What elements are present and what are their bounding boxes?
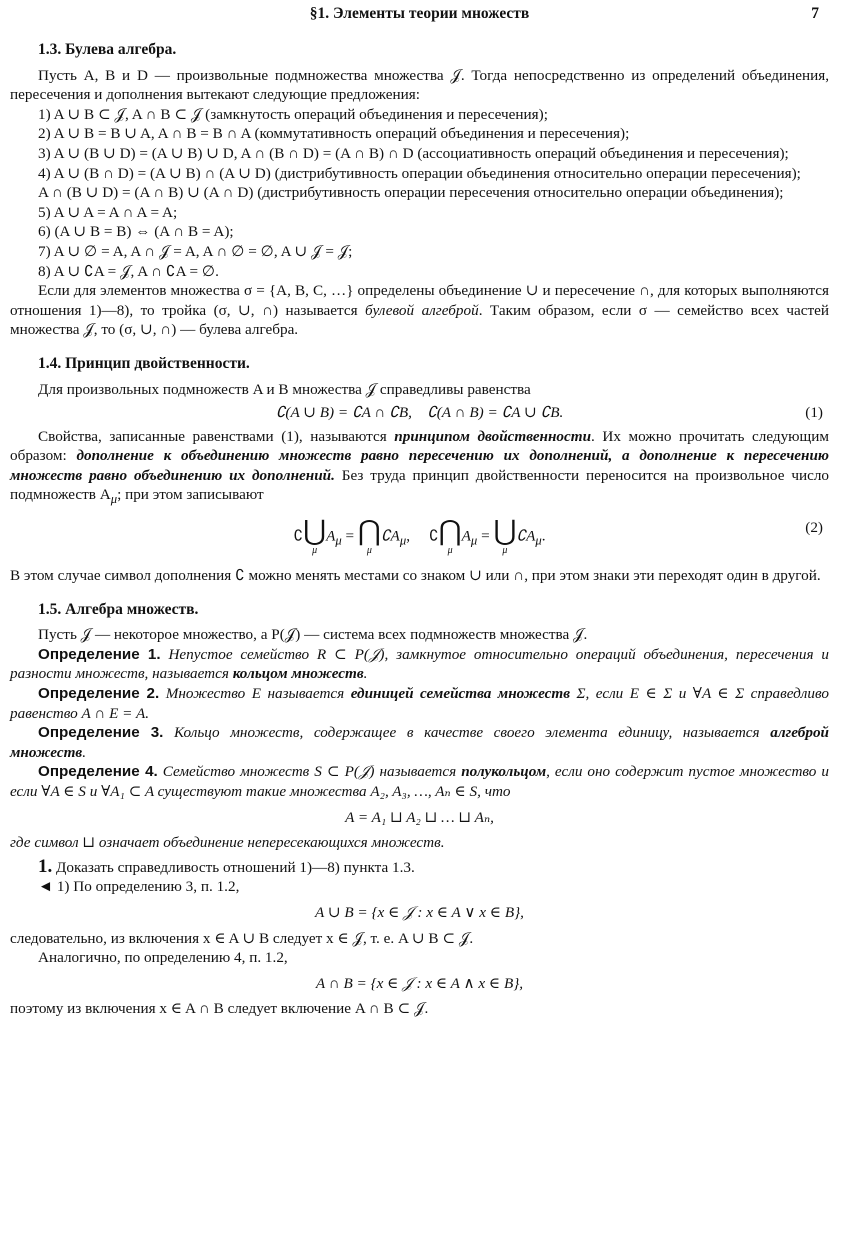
equation-2-number: (2): [805, 519, 823, 537]
big-union-symbol: ⋃: [303, 516, 327, 548]
section-title-1-3: 1.3. Булева алгебра.: [38, 41, 177, 58]
section-title-1-4: 1.4. Принцип двойственности.: [38, 354, 250, 372]
term-boolean-algebra: булевой алгеброй: [365, 301, 479, 319]
problem-statement: Доказать справедливость отношений 1)—8) пункта 1.3.: [52, 858, 415, 876]
proof-line-1: ◄ 1) По определению 3, п. 1.2,: [38, 878, 240, 896]
definition-4: [10, 762, 829, 801]
separator: , ∁: [406, 527, 439, 545]
text-run: Непустое семейство R ⊂ P(𝒥), замкнутое относительно операций объединения, пересечения и разности множеств, называется: [10, 645, 829, 683]
list-item-7: 7) A ∪ ∅ = A, A ∩ 𝒥 = A, A ∩ ∅ = ∅, A ∪ 𝒥 = 𝒥;: [38, 242, 353, 260]
paragraph-intro: Пусть A, B и D — произвольные подмножества множества 𝒥. Тогда непосредственно из определений объединения, пересечения и дополнения вытекают следующие предложения:: [10, 66, 829, 104]
paragraph-boolean-algebra: [10, 281, 829, 340]
list-item-2: 2) A ∪ B = B ∪ A, A ∩ B = B ∩ A (коммутативность операций объединения и пересечения);: [38, 125, 630, 143]
running-header: [10, 2, 829, 26]
paragraph-duality-principle: [10, 427, 829, 510]
header-title: §1. Элементы теории множеств: [309, 5, 530, 22]
subscript: μ: [110, 492, 118, 507]
text-run: .: [82, 743, 86, 761]
text-run: Без труда принцип двойственности переносится на произвольное число подмножеств A: [10, 466, 829, 504]
list-item-5: 5) A ∪ A = A ∩ A = A;: [38, 203, 178, 221]
equation-intersection-def: A ∩ B = {x ∈ 𝒥 : x ∈ A ∧ x ∈ B},: [315, 974, 524, 992]
subscript: μ: [535, 533, 542, 548]
paragraph-set-algebra-intro: Пусть 𝒥 — некоторое множество, а P(𝒥) — система всех подмножеств множества 𝒥.: [38, 626, 588, 644]
equals: =: [481, 527, 494, 545]
problem-number: 1.: [38, 855, 53, 877]
text-run: , если оно содержит пустое множество и если ∀A ∈ S и ∀A₁ ⊂ A существуют такие множества A₂, A₃, …, Aₙ ∈ S, что: [10, 763, 829, 801]
list-item-4b: A ∩ (B ∪ D) = (A ∩ B) ∪ (A ∩ D) (дистрибутивность операции пересечения относительно операции объединения);: [38, 184, 784, 202]
index-mu: μ: [447, 545, 453, 557]
index-mu: μ: [502, 545, 508, 557]
list-item-1: 1) A ∪ B ⊂ 𝒥, A ∩ B ⊂ 𝒥 (замкнутость операций объединения и пересечения);: [38, 105, 548, 123]
text-run: . Их можно прочитать следующим образом:: [10, 427, 829, 465]
equation-1: [10, 403, 829, 423]
list-item-4: 4) A ∪ (B ∩ D) = (A ∪ B) ∩ (A ∪ D) (дистрибутивность операции объединения относительно операции пересечения);: [38, 164, 801, 182]
paragraph-duality-intro: Для произвольных подмножеств A и B множества 𝒥 справедливы равенства: [38, 380, 531, 398]
equals: =: [345, 527, 358, 545]
list-item-8: 8) A ∪ ∁A = 𝒥, A ∩ ∁A = ∅.: [38, 262, 219, 280]
big-intersection-op: [358, 518, 381, 556]
math-A: A: [326, 527, 336, 545]
big-intersection-symbol: ⋂: [438, 516, 462, 548]
index-mu: μ: [312, 545, 318, 557]
definition-3: [10, 723, 829, 762]
equation-1-body: ∁(A ∪ B) = ∁A ∩ ∁B, ∁(A ∩ B) = ∁A ∪ ∁B.: [275, 404, 564, 422]
definition-label: Определение 3.: [38, 724, 164, 742]
big-union-op: [493, 518, 516, 556]
math-CA: ∁A: [380, 527, 400, 545]
subscript: μ: [335, 533, 342, 548]
definition-1: [10, 645, 829, 684]
definition-label: Определение 1.: [38, 645, 161, 663]
page-number: 7: [811, 5, 819, 22]
period: .: [541, 527, 546, 545]
complement-symbol: ∁: [293, 527, 304, 545]
subscript: μ: [470, 533, 478, 548]
subscript: μ: [399, 533, 407, 548]
equation-disjoint-union: A = A₁ ⊔ A₂ ⊔ … ⊔ Aₙ,: [345, 808, 494, 826]
term-algebra-of-sets: алгеброй множеств: [10, 724, 829, 761]
problem-1: [10, 857, 829, 878]
text-run: Свойства, записанные равенствами (1), называются: [38, 427, 395, 445]
text-run: Кольцо множеств, содержащее в качестве своего элемента единицу, называется: [163, 724, 771, 742]
term-unit-of-family: единицей семейства множеств: [350, 685, 571, 703]
big-union-op: [303, 518, 326, 556]
text-run: Σ, если E ∈ Σ и ∀A ∈ Σ справедливо равенство A ∩ E = A.: [10, 685, 829, 722]
big-union-symbol: ⋃: [493, 516, 517, 548]
term-duality-principle: принципом двойственности: [394, 427, 592, 445]
math-A: A: [461, 527, 471, 545]
duality-rule: дополнение к объединению множеств равно пересечению их дополнений, а дополнение к пересечению множеств равно объединению их дополнений.: [10, 447, 829, 484]
proof-line-4: поэтому из включения x ∈ A ∩ B следует включение A ∩ B ⊂ 𝒥.: [10, 1000, 429, 1018]
text-run: Множество E называется: [159, 685, 351, 703]
equation-2: [10, 514, 829, 562]
definition-label: Определение 2.: [38, 685, 160, 703]
definition-2: [10, 684, 829, 723]
equation-1-number: (1): [805, 404, 823, 422]
proof-line-2: следовательно, из включения x ∈ A ∪ B следует x ∈ 𝒥, т. е. A ∪ B ⊂ 𝒥.: [10, 929, 474, 947]
list-item-6: 6) (A ∪ B = B) ⇔ (A ∩ B = A);: [38, 223, 234, 241]
term-ring-of-sets: кольцом множеств: [232, 665, 364, 683]
text-run: ; при этом записывают: [117, 486, 264, 504]
index-mu: μ: [366, 545, 372, 557]
definition-label: Определение 4.: [38, 763, 158, 781]
big-intersection-op: [439, 518, 462, 556]
text-run: Если для элементов множества σ = {A, B, C, …} определены объединение ∪ и пересечение ∩, для которых выполняются отношения 1)—8), то тройка (σ, ∪, ∩) называется: [10, 282, 829, 319]
text-run: . Таким образом, если σ — семейство всех частей множества 𝒥, то (σ, ∪, ∩) — булева алгебра.: [10, 301, 830, 339]
term-semiring: полукольцом: [461, 763, 547, 781]
list-item-3: 3) A ∪ (B ∪ D) = (A ∪ B) ∪ D, A ∩ (B ∩ D) = (A ∩ B) ∩ D (ассоциативность операций объединения и пересечения);: [38, 144, 789, 162]
big-intersection-symbol: ⋂: [357, 516, 381, 548]
proof-line-3: Аналогично, по определению 4, п. 1.2,: [38, 949, 288, 967]
paragraph-complement-swap: В этом случае символ дополнения ∁ можно менять местами со знаком ∪ или ∩, при этом знаки эти переходят один в другой.: [10, 567, 821, 585]
equation-union-def: A ∪ B = {x ∈ 𝒥 : x ∈ A ∨ x ∈ B},: [315, 904, 524, 921]
text-run: .: [363, 665, 368, 683]
math-CA: ∁A: [516, 527, 536, 545]
section-title-1-5: 1.5. Алгебра множеств.: [38, 600, 199, 618]
text-run: Семейство множеств S ⊂ P(𝒥) называется: [157, 763, 462, 781]
disjoint-union-note: где символ ⊔ означает объединение непересекающихся множеств.: [10, 834, 445, 852]
